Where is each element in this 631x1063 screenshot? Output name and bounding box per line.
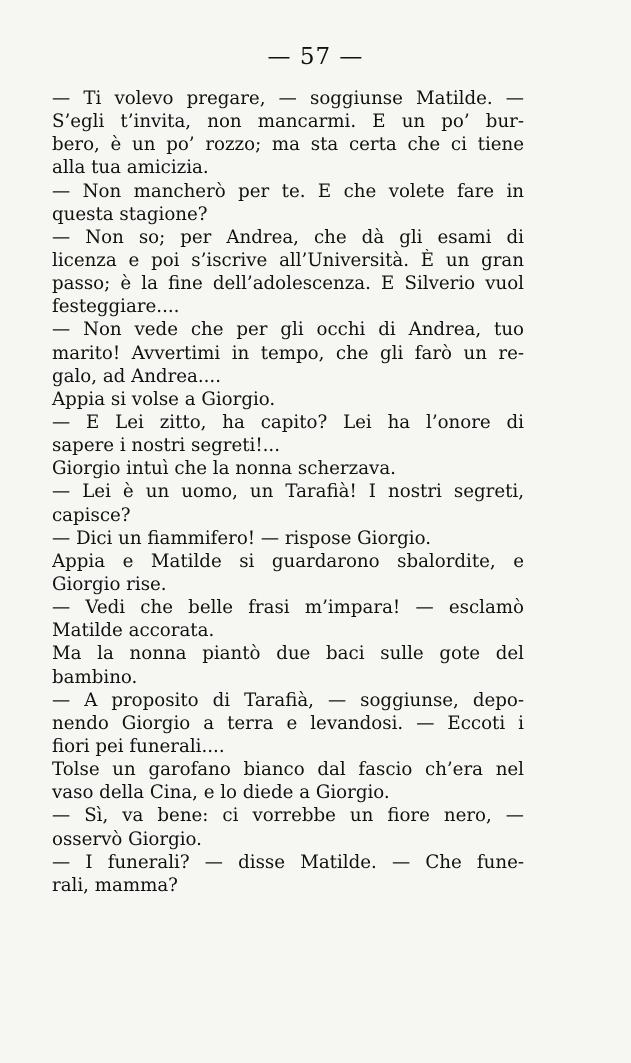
text-line: bero, è un po’ rozzo; ma sta certa che ci tiene: [52, 134, 524, 156]
text-line: — E Lei zitto, ha capito? Lei ha l’onore di: [52, 411, 524, 433]
text-line: Giorgio rise.: [52, 573, 167, 595]
text-line: vaso della Cina, e lo diede a Giorgio.: [52, 782, 390, 804]
text-line: licenza e poi s’iscrive all’Università. È un gran: [52, 249, 524, 271]
text-line: nendo Giorgio a terra e levandosi. — Eccoti i: [52, 712, 524, 734]
text-line: — Non vede che per gli occhi di Andrea, tuo: [52, 319, 524, 341]
text-line: osservò Giorgio.: [52, 828, 202, 850]
text-line: Tolse un garofano bianco dal fascio ch’era nel: [52, 759, 524, 781]
text-line: — Sì, va bene: ci vorrebbe un fiore nero, —: [52, 805, 524, 827]
text-line: bambino.: [52, 666, 138, 688]
text-line: — Non so; per Andrea, che dà gli esami di: [52, 226, 524, 248]
text-line: Giorgio intuì che la nonna scherzava.: [52, 458, 396, 480]
text-line: Ma la nonna piantò due baci sulle gote del: [52, 643, 524, 665]
text-line: capisce?: [52, 504, 131, 526]
text-line: Appia e Matilde si guardarono sbalordite, e: [52, 550, 524, 572]
text-line: galo, ad Andrea....: [52, 365, 221, 387]
text-line: — Dici un fiammifero! — rispose Giorgio.: [52, 527, 432, 549]
text-line: marito! Avvertimi in tempo, che gli farò un re-: [52, 342, 524, 364]
page-number: — 57 —: [267, 44, 364, 70]
text-line: fiori pei funerali....: [52, 735, 225, 757]
text-line: sapere i nostri segreti!...: [52, 435, 280, 457]
text-line: — Ti volevo pregare, — soggiunse Matilde. —: [52, 88, 524, 109]
text-line: S’egli t’invita, non mancarmi. E un po’ bur-: [52, 111, 524, 133]
text-line: — Vedi che belle frasi m’impara! — esclamò: [52, 597, 524, 619]
body-text: [52, 87, 524, 897]
text-line: rali, mamma?: [52, 874, 178, 896]
text-line: passo; è la fine dell’adolescenza. E Silverio vuol: [52, 273, 524, 295]
text-line: — Non mancherò per te. E che volete fare in: [52, 180, 524, 202]
text-line: festeggiare....: [52, 296, 180, 318]
text-line: Matilde accorata.: [52, 620, 215, 642]
text-line: — I funerali? — disse Matilde. — Che fune-: [52, 851, 524, 873]
text-line: alla tua amicizia.: [52, 157, 209, 179]
text-line: — Lei è un uomo, un Tarafià! I nostri segreti,: [52, 481, 524, 503]
text-line: — A proposito di Tarafià, — soggiunse, depo-: [52, 689, 524, 711]
text-line: Appia si volse a Giorgio.: [52, 388, 276, 410]
text-line: questa stagione?: [52, 203, 208, 225]
